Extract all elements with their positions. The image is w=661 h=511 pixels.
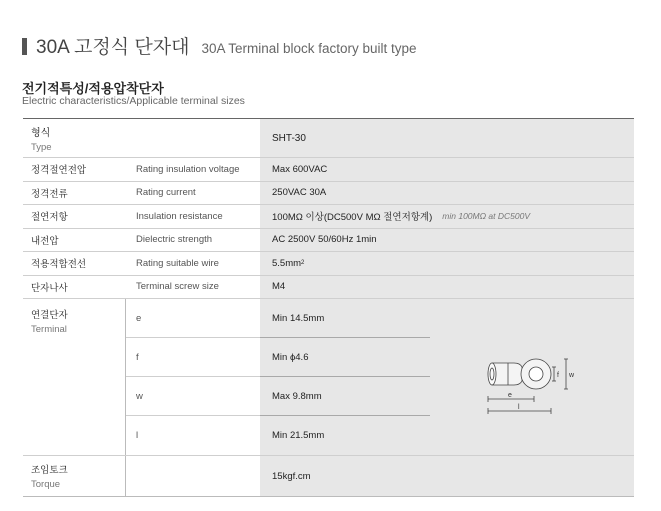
terminal-params	[126, 299, 260, 455]
spec-note: min 100MΩ at DC500V	[442, 211, 531, 222]
spec-row	[23, 205, 634, 229]
torque-label-korean: 조임토크	[31, 465, 68, 476]
spec-value: Max 600VAC	[260, 158, 634, 181]
spec-label-korean: 절연저항	[31, 212, 68, 224]
spec-label-english: Terminal screw size	[136, 281, 219, 293]
title-korean: 30A 고정식 단자대	[36, 37, 190, 58]
spec-label-english: Rating suitable wire	[136, 257, 219, 269]
spec-label-korean: 적용적합전선	[31, 259, 87, 271]
type-empty-cell	[126, 119, 260, 157]
spec-label-english: Rating insulation voltage	[136, 163, 240, 175]
superscript: 2	[301, 260, 305, 267]
spec-label-korean: 단자나사	[31, 282, 68, 294]
terminal-param-name: e	[126, 299, 260, 338]
title-english: 30A Terminal block factory built type	[201, 41, 417, 56]
ring-terminal-diagram	[430, 299, 630, 455]
dim-label-w: w	[569, 372, 575, 379]
spec-label-english: Rating current	[136, 187, 196, 199]
section-title-korean: 전기적특성/적용압착단자	[22, 81, 164, 96]
spec-value: 250VAC 30A	[260, 182, 634, 205]
terminal-param-name: w	[126, 377, 260, 416]
type-value: SHT-30	[260, 119, 634, 157]
terminal-label-korean: 연결단자	[31, 310, 68, 321]
terminal-param-value: Min ϕ4.6	[260, 338, 430, 377]
spec-label-english: Insulation resistance	[136, 210, 223, 222]
type-label	[23, 119, 126, 157]
torque-label-english: Torque	[31, 479, 61, 490]
spec-label-korean: 내전압	[31, 235, 59, 247]
spec-label-korean: 정격절연전압	[31, 165, 87, 177]
terminal-param-name: l	[136, 430, 139, 441]
spec-label-english: Dielectric strength	[136, 234, 213, 246]
section-title-english: Electric characteristics/Applicable terminal sizes	[22, 95, 245, 107]
spec-value: 5.5mm	[272, 257, 302, 269]
terminal-param-value: Min 14.5mm	[260, 299, 430, 338]
torque-label	[23, 456, 126, 496]
terminal-param-value: Max 9.8mm	[260, 377, 430, 416]
spec-value: AC 2500V 50/60Hz 1min	[260, 229, 634, 252]
type-label-korean: 형식	[31, 127, 51, 139]
terminal-param-value: Min 21.5mm	[272, 430, 325, 441]
title-marker	[22, 38, 27, 55]
type-label-english: Type	[31, 141, 52, 153]
spec-value: M4	[260, 276, 634, 299]
terminal-values	[260, 299, 430, 455]
spec-value-cell	[260, 252, 634, 275]
spec-row	[23, 158, 634, 182]
spec-row	[23, 182, 634, 206]
torque-row	[23, 456, 634, 496]
dim-label-e: e	[508, 392, 512, 399]
page-title	[22, 32, 417, 56]
type-row	[23, 119, 634, 158]
terminal-label	[23, 299, 126, 455]
spec-row	[23, 229, 634, 253]
terminal-param-name: f	[126, 338, 260, 377]
spec-label-korean: 정격전류	[31, 188, 68, 200]
dim-label-f: f	[557, 372, 559, 379]
spec-value: 100MΩ 이상(DC500V MΩ 절연저항계)	[272, 212, 433, 224]
torque-empty-cell	[126, 456, 260, 496]
terminal-diagram-cell	[430, 299, 634, 455]
spec-row	[23, 252, 634, 276]
dim-label-l: l	[518, 404, 520, 411]
torque-value: 15kgf.cm	[260, 456, 634, 496]
spec-value-cell	[260, 205, 634, 228]
terminal-section	[23, 299, 634, 456]
spec-table	[23, 118, 634, 497]
spec-row	[23, 276, 634, 300]
terminal-label-english: Terminal	[31, 324, 67, 335]
